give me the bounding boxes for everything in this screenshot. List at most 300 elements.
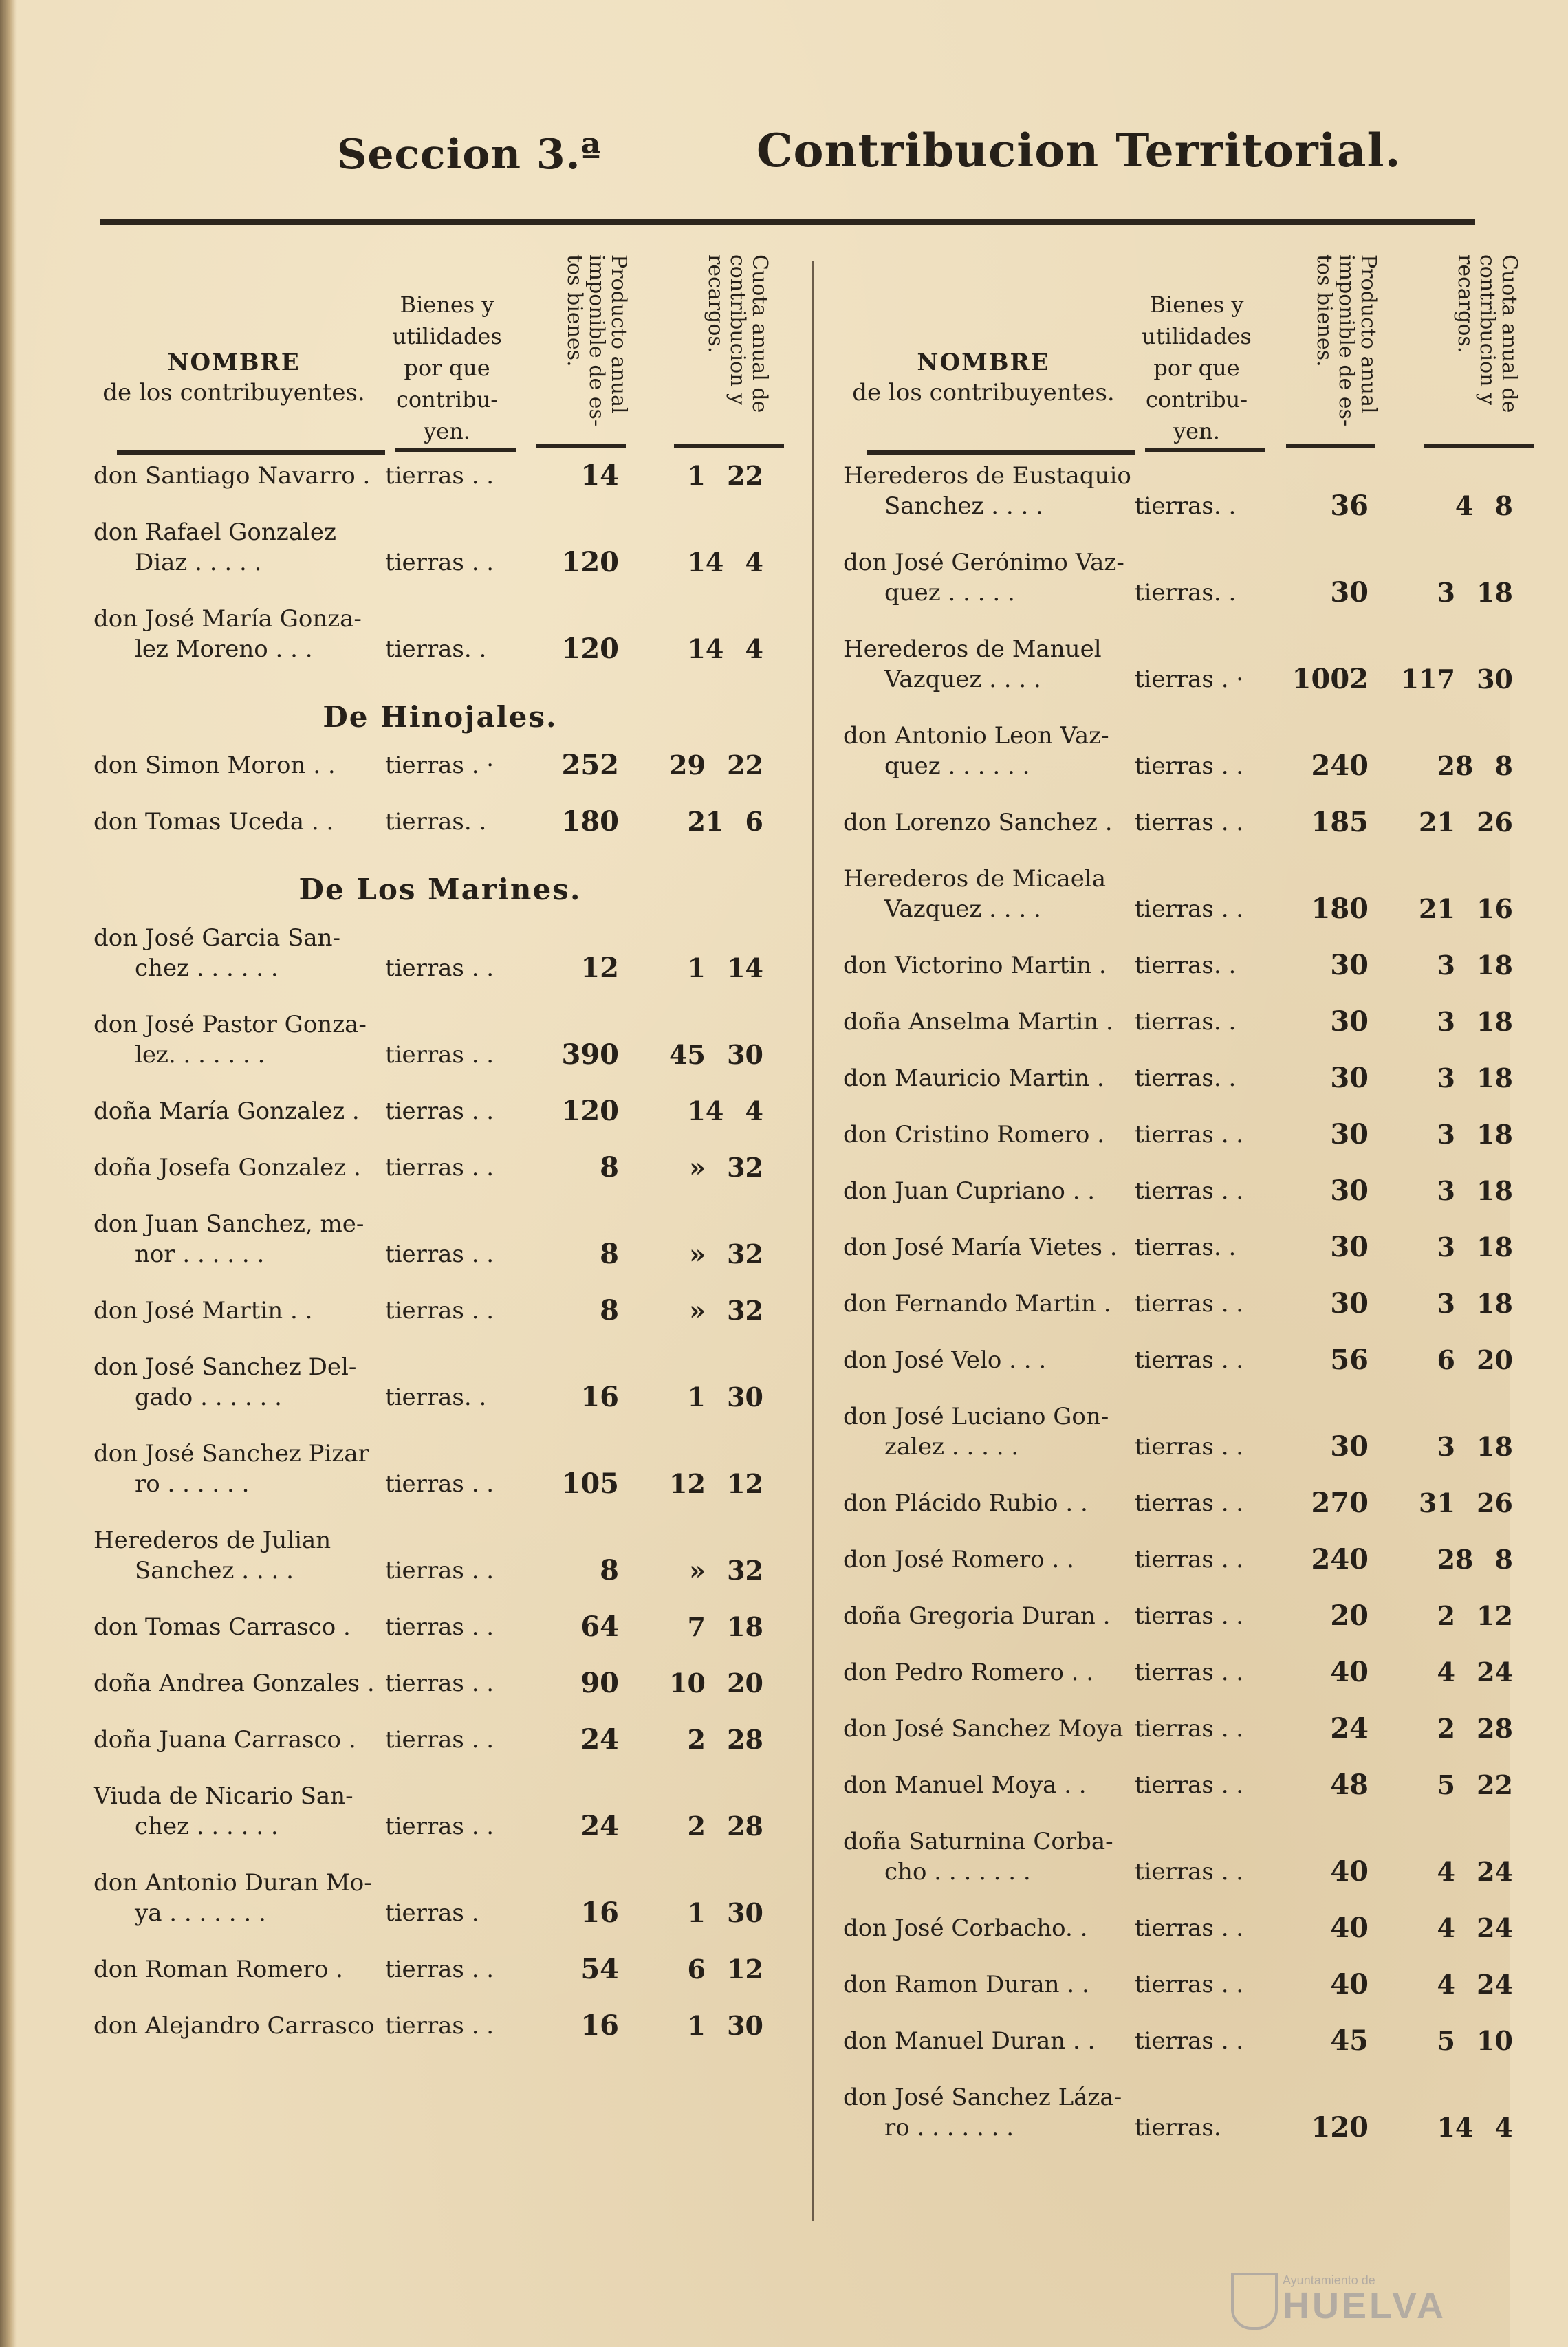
bienes-cell: tierras . .	[1135, 1489, 1244, 1517]
bienes-cell: tierras . .	[385, 1241, 494, 1268]
contributor-name	[839, 807, 1135, 838]
bienes-cell: tierras . .	[1135, 1771, 1244, 1799]
cuota-cell: 28 8	[1437, 750, 1513, 781]
contributor-name-line: Sanchez . . . .	[135, 1557, 294, 1584]
shield-icon	[1231, 2273, 1278, 2330]
bienes-cell: tierras . .	[385, 1557, 494, 1584]
cuota-cell: 3 18	[1437, 1288, 1513, 1319]
producto-cell: 240	[1311, 1543, 1369, 1575]
bienes-cell: tierras. .	[1135, 952, 1237, 979]
header-bienes: Bienes y utilidades por que contribu-yen.	[1142, 292, 1252, 444]
bienes-cell: tierras . .	[385, 1813, 494, 1840]
section-heading: De Hinojales.	[323, 700, 558, 734]
contributor-name-line: doña María Gonzalez .	[94, 1098, 360, 1125]
cuota-cell: 31 26	[1419, 1487, 1513, 1518]
bienes-cell: tierras . .	[1135, 1715, 1244, 1743]
contributor-name-line: don Victorino Martin .	[843, 952, 1107, 979]
contributor-name-line: doña Andrea Gonzales .	[94, 1670, 375, 1697]
table-row	[839, 1289, 1568, 1319]
contributor-name-line: don Manuel Duran . .	[843, 2027, 1096, 2055]
table-row	[89, 807, 818, 837]
table-row	[839, 1488, 1568, 1518]
contributor-name-line: doña Saturnina Corba-	[843, 1828, 1113, 1855]
contributor-name	[89, 1096, 385, 1126]
table-row	[839, 1657, 1568, 1688]
contributor-name	[839, 2026, 1135, 2056]
table-row	[839, 1826, 1568, 1887]
table-row	[839, 547, 1568, 608]
cuota-cell: 1 22	[687, 460, 763, 491]
bienes-cell: tierras . .	[385, 1297, 494, 1324]
contributor-name-line: Diaz . . . . .	[135, 549, 262, 576]
bienes-cell: tierras . .	[385, 954, 494, 982]
table-row	[89, 1668, 818, 1699]
table-row	[89, 923, 818, 983]
cuota-cell: 2 28	[1437, 1713, 1513, 1744]
cuota-cell: » 32	[689, 1152, 763, 1183]
contributor-name-line: don Rafael Gonzalez	[94, 518, 336, 546]
producto-cell: 185	[1311, 806, 1369, 838]
contributor-name	[839, 1289, 1135, 1319]
cuota-cell: 21 16	[1419, 893, 1513, 924]
producto-cell: 8	[600, 1294, 619, 1327]
table-row	[89, 1209, 818, 1269]
producto-cell: 120	[561, 633, 619, 665]
contributor-name	[89, 517, 385, 578]
producto-cell: 30	[1330, 1118, 1369, 1150]
contributor-name	[839, 1969, 1135, 2000]
contributor-name-line: don José Velo . . .	[843, 1346, 1047, 1374]
contributor-name-line: don José Pastor Gonza-	[94, 1011, 367, 1038]
producto-cell: 252	[561, 749, 619, 781]
cuota-cell: 2 28	[687, 1724, 763, 1755]
bienes-cell: tierras . .	[385, 1154, 494, 1181]
cuota-cell: 21 6	[687, 806, 763, 837]
contributor-name	[89, 2011, 385, 2041]
contributor-name	[89, 1439, 385, 1499]
contributor-name-line: don José Sanchez Moya	[843, 1715, 1124, 1743]
contributor-name	[839, 1657, 1135, 1688]
contributor-name-line: don José Sanchez Pizar	[94, 1440, 369, 1467]
contributor-name	[89, 1612, 385, 1642]
producto-cell: 45	[1330, 2024, 1369, 2057]
contributor-name-line: don Roman Romero .	[94, 1956, 343, 1983]
table-row	[89, 1954, 818, 1985]
header-cuota	[667, 254, 770, 440]
contributor-name-line: don Antonio Duran Mo-	[94, 1869, 372, 1897]
cuota-cell: 2 28	[687, 1811, 763, 1842]
contributor-name-line: don Tomas Uceda . .	[94, 808, 334, 836]
cuota-cell: 3 18	[1437, 1232, 1513, 1263]
contributor-name	[89, 1954, 385, 1985]
table-header-right	[839, 248, 1568, 454]
header-producto	[526, 254, 629, 440]
contributor-name	[89, 1725, 385, 1755]
contributor-name	[839, 1544, 1135, 1575]
contributor-name-line: don Plácido Rubio . .	[843, 1489, 1088, 1517]
section-heading: De Los Marines.	[298, 873, 582, 906]
bienes-cell: tierras. .	[1135, 1008, 1237, 1036]
cuota-cell: 1 14	[687, 952, 763, 983]
contributor-name	[89, 1525, 385, 1586]
producto-cell: 30	[1330, 576, 1369, 609]
cuota-cell: 4 24	[1437, 1969, 1513, 2000]
cuota-cell: 5 22	[1437, 1769, 1513, 1800]
contributor-name-line: quez . . . . . .	[884, 752, 1030, 780]
producto-cell: 30	[1330, 1231, 1369, 1263]
contributor-name-line: don José Martin . .	[94, 1297, 313, 1324]
contributor-name	[839, 2082, 1135, 2143]
cuota-cell: » 32	[689, 1555, 763, 1586]
huelva-watermark	[1231, 2269, 1465, 2331]
cuota-cell: 4 8	[1455, 490, 1513, 521]
contributor-name-line: don Mauricio Martin .	[843, 1065, 1104, 1092]
bienes-cell: tierras . .	[385, 1613, 494, 1641]
bienes-cell: tierras . ·	[1135, 666, 1244, 693]
contributor-name-line: quez . . . . .	[884, 579, 1015, 607]
contributor-name-line: Sanchez . . . .	[884, 492, 1043, 520]
table-row	[839, 1232, 1568, 1263]
producto-cell: 24	[1330, 1712, 1369, 1745]
watermark-small-text: Ayuntamiento de	[1283, 2273, 1375, 2287]
bienes-cell: tierras . .	[385, 1670, 494, 1697]
bienes-cell: tierras. .	[1135, 1065, 1237, 1092]
bienes-cell: tierras . .	[385, 2012, 494, 2040]
header-underline	[117, 450, 385, 455]
producto-cell: 14	[580, 459, 619, 492]
producto-cell: 20	[1330, 1600, 1369, 1632]
bienes-cell: tierras . .	[1135, 2027, 1244, 2055]
table-row	[839, 864, 1568, 924]
header-underline	[1424, 444, 1534, 448]
contributor-name-line: don José Corbacho. .	[843, 1914, 1088, 1942]
header-name	[839, 347, 1128, 408]
contributor-name	[839, 1913, 1135, 1943]
table-row	[89, 1009, 818, 1070]
cuota-cell: 3 18	[1437, 1006, 1513, 1037]
contributor-name	[839, 1601, 1135, 1631]
cuota-cell: 29 22	[669, 750, 763, 780]
bienes-cell: tierras . .	[385, 462, 494, 490]
bienes-cell: tierras . .	[1135, 1602, 1244, 1630]
cuota-cell: 21 26	[1419, 807, 1513, 838]
bienes-cell: tierras . .	[385, 1726, 494, 1754]
bienes-cell: tierras . .	[385, 1041, 494, 1069]
producto-cell: 8	[600, 1554, 619, 1586]
table-row	[839, 461, 1568, 521]
cuota-cell: 14 4	[1437, 2112, 1513, 2143]
contributor-name	[89, 1868, 385, 1928]
cuota-cell: 1 30	[687, 1897, 763, 1928]
contributor-name	[89, 604, 385, 664]
producto-cell: 105	[561, 1467, 619, 1500]
cuota-cell: 6 12	[687, 1954, 763, 1985]
contributor-name-line: lez. . . . . . .	[135, 1041, 265, 1069]
cuota-cell: 4 24	[1437, 1912, 1513, 1943]
bienes-cell: tierras. .	[1135, 579, 1237, 607]
contributor-name-line: don José Sanchez Láza-	[843, 2084, 1122, 2111]
producto-cell: 64	[580, 1611, 619, 1643]
producto-cell: 56	[1330, 1344, 1369, 1376]
producto-cell: 40	[1330, 1968, 1369, 2000]
producto-cell: 180	[1311, 893, 1369, 925]
cuota-cell: 3 18	[1437, 950, 1513, 981]
cuota-cell: 10 20	[669, 1668, 763, 1699]
contributor-name-line: don Antonio Leon Vaz-	[843, 722, 1109, 750]
contributor-name-line: chez . . . . . .	[135, 954, 279, 982]
header-underline	[536, 444, 626, 448]
header-producto-text: Producto anual imponible de es-tos bienes.	[563, 254, 631, 427]
producto-cell: 90	[580, 1667, 619, 1699]
contributor-name-line: don Manuel Moya . .	[843, 1771, 1087, 1799]
cuota-cell: 14 4	[687, 633, 763, 664]
bienes-cell: tierras . .	[1135, 1290, 1244, 1318]
contributor-name-line: don José Romero . .	[843, 1546, 1074, 1573]
table-row	[89, 1868, 818, 1928]
contributor-name-line: don Tomas Carrasco .	[94, 1613, 351, 1641]
producto-cell: 120	[561, 546, 619, 578]
cuota-cell: 5 10	[1437, 2025, 1513, 2056]
producto-cell: 16	[580, 2009, 619, 2042]
header-underline	[867, 450, 1135, 455]
contributor-name-line: zalez . . . . .	[884, 1433, 1019, 1461]
contributor-name	[89, 1352, 385, 1412]
producto-cell: 8	[600, 1151, 619, 1183]
table-row	[89, 2011, 818, 2041]
cuota-cell: 45 30	[669, 1039, 763, 1070]
table-row	[839, 1176, 1568, 1206]
contributor-name-line: Vazquez . . . .	[884, 895, 1041, 923]
table-row	[839, 1345, 1568, 1375]
producto-cell: 12	[580, 952, 619, 984]
contributor-name-line: chez . . . . . .	[135, 1813, 279, 1840]
header-cuota-text: Cuota anual de contribucion y recargos.	[1453, 254, 1521, 413]
producto-cell: 240	[1311, 750, 1369, 782]
contributor-name	[89, 1781, 385, 1842]
producto-cell: 40	[1330, 1912, 1369, 1944]
contributor-name-line: don Ramon Duran . .	[843, 1971, 1089, 1998]
contributor-name-line: ro . . . . . .	[135, 1470, 250, 1498]
bienes-cell: tierras . .	[1135, 809, 1244, 836]
table-row	[839, 2026, 1568, 2056]
table-row	[89, 1525, 818, 1586]
contributor-name-line: Herederos de Manuel	[843, 635, 1102, 663]
cuota-cell: 3 18	[1437, 1175, 1513, 1206]
cuota-cell: 3 18	[1437, 1062, 1513, 1093]
contributor-name	[839, 1770, 1135, 1800]
contributor-name-line: don José Garcia San-	[94, 924, 341, 952]
contributor-name	[839, 1401, 1135, 1462]
contributor-name	[839, 1120, 1135, 1150]
bienes-cell: tierras . ·	[385, 752, 494, 779]
producto-cell: 120	[1311, 2111, 1369, 2143]
cuota-cell: 14 4	[687, 547, 763, 578]
bienes-cell: tierras . .	[1135, 1346, 1244, 1374]
producto-cell: 24	[580, 1723, 619, 1756]
contributor-name-line: don José María Vietes .	[843, 1234, 1118, 1261]
header-name-sub: de los contribuyentes.	[852, 379, 1115, 406]
cuota-cell: 3 18	[1437, 577, 1513, 608]
bienes-cell: tierras. .	[1135, 492, 1237, 520]
contributor-name	[89, 807, 385, 837]
bienes-cell: tierras. .	[385, 808, 487, 836]
header-name-title: NOMBRE	[917, 349, 1050, 376]
cuota-cell: 6 20	[1437, 1344, 1513, 1375]
table-row	[839, 1007, 1568, 1037]
producto-cell: 1002	[1292, 663, 1369, 695]
contributor-name-line: nor . . . . . .	[135, 1241, 265, 1268]
header-cuota	[1417, 254, 1520, 440]
contributor-name-line: lez Moreno . . .	[135, 635, 313, 663]
header-name-sub: de los contribuyentes.	[102, 379, 365, 406]
bienes-cell: tierras . .	[1135, 752, 1244, 780]
header-name-title: NOMBRE	[167, 349, 301, 376]
cuota-cell: » 32	[689, 1295, 763, 1326]
contributor-name	[839, 1007, 1135, 1037]
contributor-name-line: don Fernando Martin .	[843, 1290, 1111, 1318]
bienes-cell: tierras . .	[1135, 1971, 1244, 1998]
producto-cell: 30	[1330, 1430, 1369, 1463]
producto-cell: 36	[1330, 490, 1369, 522]
contributor-name-line: doña Gregoria Duran .	[843, 1602, 1111, 1630]
cuota-cell: 14 4	[687, 1095, 763, 1126]
contributor-name-line: doña Josefa Gonzalez .	[94, 1154, 361, 1181]
table-row	[839, 1544, 1568, 1575]
header-underline	[674, 444, 784, 448]
cuota-cell: 4 24	[1437, 1657, 1513, 1688]
contributor-name-line: don José Sanchez Del-	[94, 1353, 357, 1381]
table-row	[89, 1439, 818, 1499]
contributor-name-line: don Alejandro Carrasco	[94, 2012, 375, 2040]
bienes-cell: tierras . .	[1135, 1177, 1244, 1205]
contributor-name-line: Vazquez . . . .	[884, 666, 1041, 693]
producto-cell: 30	[1330, 1287, 1369, 1320]
table-row	[89, 517, 818, 578]
bienes-cell: tierras . .	[385, 549, 494, 576]
table-row	[89, 1725, 818, 1755]
table-row	[839, 1770, 1568, 1800]
table-row	[89, 604, 818, 664]
table-row	[89, 750, 818, 780]
contributor-name	[839, 721, 1135, 781]
producto-cell: 24	[580, 1810, 619, 1842]
contributor-name	[89, 750, 385, 780]
contributor-name-line: don Juan Cupriano . .	[843, 1177, 1096, 1205]
cuota-cell: 4 24	[1437, 1856, 1513, 1887]
contributor-name	[89, 461, 385, 491]
cuota-cell: 2 12	[1437, 1600, 1513, 1631]
contributor-name-line: doña Anselma Martin .	[843, 1008, 1113, 1036]
producto-cell: 180	[561, 805, 619, 838]
contributor-name-line: Viuda de Nicario San-	[94, 1782, 353, 1810]
page-binding-edge	[0, 0, 17, 2347]
contributor-name-line: don José Gerónimo Vaz-	[843, 549, 1124, 576]
contributor-name	[839, 1345, 1135, 1375]
bienes-cell: tierras . .	[385, 1098, 494, 1125]
bienes-cell: tierras . .	[1135, 1858, 1244, 1886]
header-producto	[1276, 254, 1379, 440]
bienes-cell: tierras . .	[1135, 1659, 1244, 1686]
bienes-cell: tierras . .	[1135, 1546, 1244, 1573]
bienes-cell: tierras. .	[385, 1384, 487, 1411]
table-row	[839, 1063, 1568, 1093]
producto-cell: 40	[1330, 1855, 1369, 1888]
left-rows	[89, 461, 818, 2041]
contributor-name-line: don Juan Sanchez, me-	[94, 1210, 364, 1238]
contributor-name-line: gado . . . . . .	[135, 1384, 282, 1411]
table-row	[89, 1096, 818, 1126]
contributor-name	[839, 634, 1135, 695]
contributor-name-line: Herederos de Julian	[94, 1527, 331, 1554]
contributor-name	[839, 547, 1135, 608]
section-number: Seccion 3.ª	[337, 131, 602, 179]
table-row	[89, 1153, 818, 1183]
producto-cell: 120	[561, 1095, 619, 1127]
table-row	[839, 1120, 1568, 1150]
header-cuota-text: Cuota anual de contribucion y recargos.	[704, 254, 772, 413]
bienes-cell: tierras . .	[1135, 1121, 1244, 1148]
contributor-name	[839, 950, 1135, 981]
producto-cell: 48	[1330, 1769, 1369, 1801]
contributor-name-line: Herederos de Micaela	[843, 865, 1106, 893]
bienes-cell: tierras . .	[1135, 1914, 1244, 1942]
table-header-left	[89, 248, 818, 454]
table-row	[839, 1913, 1568, 1943]
bienes-cell: tierras . .	[1135, 1433, 1244, 1461]
contributor-name-line: don Santiago Navarro .	[94, 462, 371, 490]
table-row	[89, 1612, 818, 1642]
contributor-name-line: ro . . . . . . .	[884, 2114, 1014, 2141]
table-row	[839, 634, 1568, 695]
cuota-cell: » 32	[689, 1238, 763, 1269]
header-underline	[1145, 448, 1265, 452]
contributor-name-line: don Cristino Romero .	[843, 1121, 1105, 1148]
table-row	[89, 461, 818, 491]
table-row	[839, 950, 1568, 981]
header-bienes: Bienes y utilidades por que contribu-yen.	[392, 292, 502, 444]
bienes-cell: tierras. .	[385, 635, 487, 663]
producto-cell: 30	[1330, 949, 1369, 981]
header-producto-text: Producto anual imponible de es-tos bienes.	[1312, 254, 1380, 427]
contributor-name-line: don José María Gonza-	[94, 605, 362, 633]
contributor-name-line: ya . . . . . . .	[135, 1899, 266, 1927]
bienes-cell: tierras. .	[1135, 1234, 1237, 1261]
contributor-name	[89, 1668, 385, 1699]
contributor-name-line: Herederos de Eustaquio	[843, 462, 1131, 490]
contributor-name-line: cho . . . . . . .	[884, 1858, 1031, 1886]
contributor-name	[89, 1153, 385, 1183]
cuota-cell: 3 18	[1437, 1119, 1513, 1150]
producto-cell: 8	[600, 1238, 619, 1270]
cuota-cell: 117 30	[1400, 664, 1513, 695]
table-row	[839, 807, 1568, 838]
table-row	[839, 1969, 1568, 2000]
contributor-name	[839, 864, 1135, 924]
cuota-cell: 28 8	[1437, 1544, 1513, 1575]
producto-cell: 270	[1311, 1487, 1369, 1519]
contributor-name-line: don Pedro Romero . .	[843, 1659, 1094, 1686]
contributor-name-line: don José Luciano Gon-	[843, 1403, 1109, 1430]
contributor-name-line: don Lorenzo Sanchez .	[843, 809, 1113, 836]
bienes-cell: tierras .	[385, 1899, 479, 1927]
bienes-cell: tierras . .	[385, 1956, 494, 1983]
table-row	[839, 2082, 1568, 2143]
table-row	[89, 1352, 818, 1412]
producto-cell: 40	[1330, 1656, 1369, 1688]
header-name	[89, 347, 378, 408]
right-column	[839, 248, 1568, 2169]
cuota-cell: 7 18	[687, 1611, 763, 1642]
